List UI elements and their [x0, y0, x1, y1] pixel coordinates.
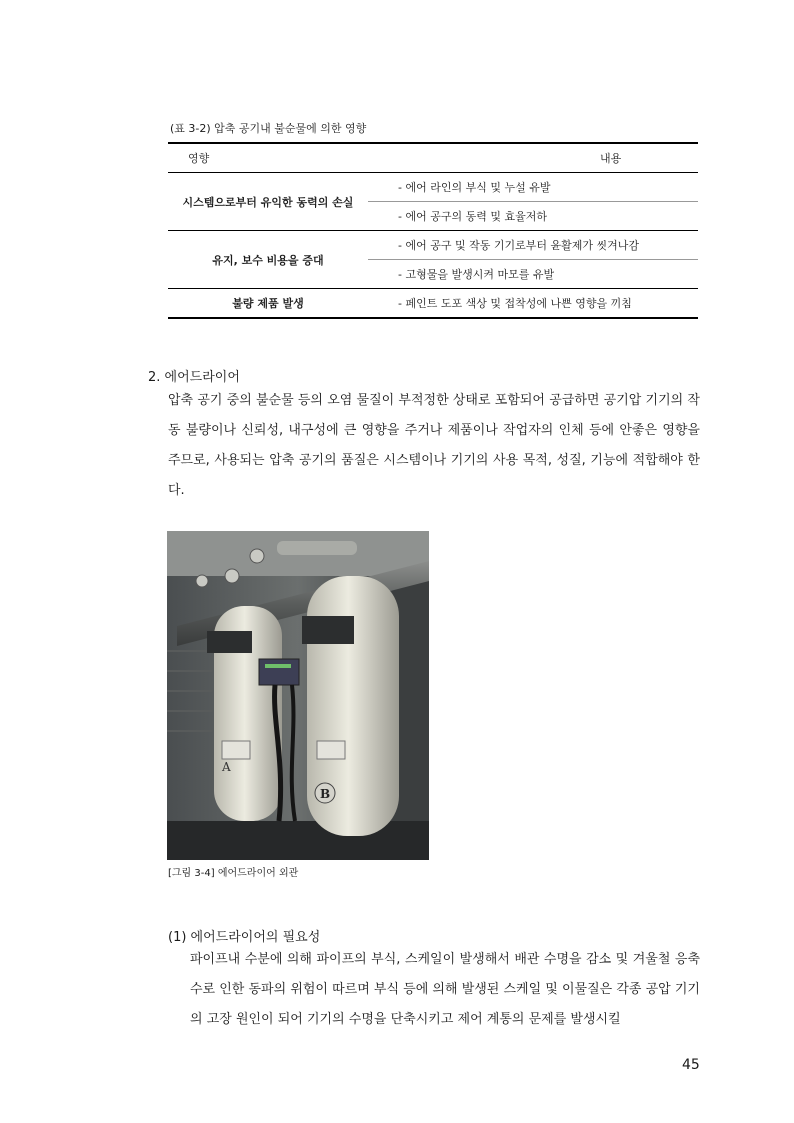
- table-caption: (표 3-2) 압축 공기내 불순물에 의한 영향: [170, 122, 367, 135]
- subsection-heading: (1) 에어드라이어의 필요성: [168, 930, 321, 945]
- content-cell: - 고형물을 발생시켜 마모를 유발: [368, 260, 698, 289]
- impact-cell: 불량 제품 발생: [168, 289, 368, 319]
- page-number: 45: [682, 1057, 700, 1073]
- impact-cell: 시스템으로부터 유익한 동력의 손실: [168, 173, 368, 231]
- impact-cell: 유지, 보수 비용을 증대: [168, 231, 368, 289]
- table-header-row: [168, 143, 698, 173]
- table-row: [168, 231, 698, 260]
- tank-b-label: B: [320, 787, 331, 801]
- tank-label-plate: [222, 741, 250, 759]
- content-cell: - 에어 라인의 부식 및 누설 유발: [368, 173, 698, 202]
- top-pipe: [277, 541, 357, 555]
- nameplate: [207, 631, 252, 653]
- floor: [167, 821, 429, 860]
- controller-led: [265, 664, 291, 668]
- controller-display: [259, 659, 299, 685]
- pressure-gauge: [250, 549, 264, 563]
- figure-caption: [그림 3-4] 에어드라이어 외관: [168, 868, 299, 879]
- table-row: [168, 289, 698, 319]
- content-cell: - 에어 공구의 동력 및 효율저하: [368, 202, 698, 231]
- subsection-paragraph: 파이프내 수분에 의해 파이프의 부식, 스케일이 발생해서 배관 수명을 감소 및 겨울철 응축수로 인한 동파의 위험이 따르며 부식 등에 의해 발생된 스케일 및 이물질은 각종 공압 기기의 고장 원인이 되어 기기의 수명을 단축시키고 제어 계통의 문제를 발생시킬: [190, 952, 700, 1027]
- tank-a-label: A: [222, 760, 231, 774]
- table-row: [168, 173, 698, 202]
- pressure-gauge: [196, 575, 208, 587]
- nameplate: [302, 616, 354, 644]
- content-cell: - 페인트 도포 색상 및 접착성에 나쁜 영향을 끼침: [368, 289, 698, 319]
- header-impact: 영향: [168, 143, 368, 173]
- section-heading: 2. 에어드라이어: [148, 370, 240, 385]
- header-content: 내용: [368, 143, 698, 173]
- section-paragraph: 압축 공기 중의 불순물 등의 오염 물질이 부적정한 상태로 포함되어 공급하면 공기압 기기의 작동 불량이나 신뢰성, 내구성에 큰 영향을 주거나 제품이나 작업자의 인체 등에 안좋은 영향을 주므로, 사용되는 압축 공기의 품질은 시스템이나 기기의 사용 목적, 성질, 기능에 적합해야 한다.: [168, 393, 700, 498]
- tank-label-plate: [317, 741, 345, 759]
- impurity-effects-table: [168, 142, 698, 319]
- content-cell: - 에어 공구 및 작동 기기로부터 윤활제가 씻겨나감: [368, 231, 698, 260]
- air-dryer-photo: [167, 531, 429, 860]
- pressure-gauge: [225, 569, 239, 583]
